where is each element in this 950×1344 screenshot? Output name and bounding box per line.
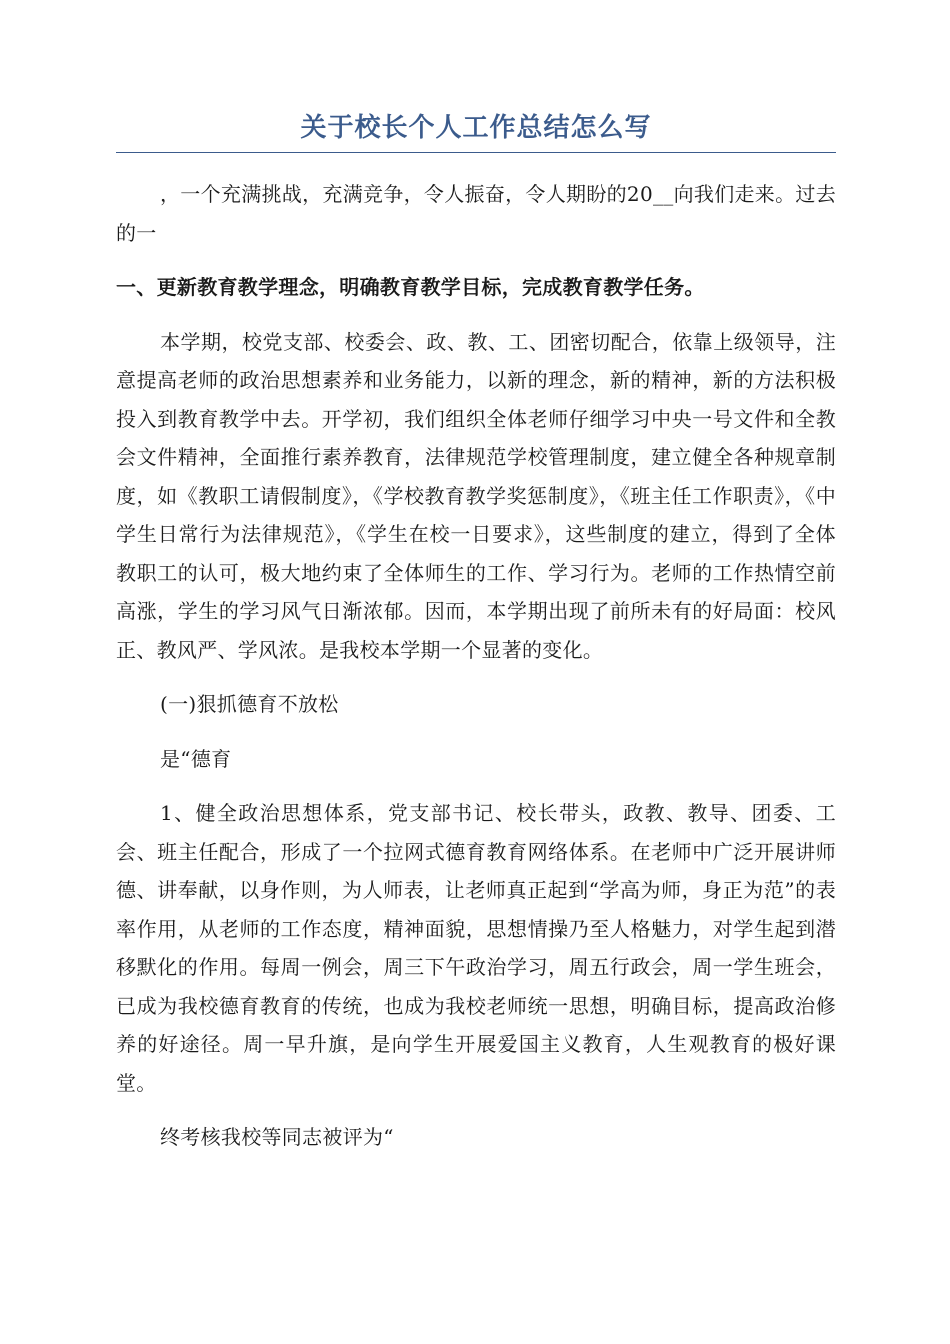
subsection-heading: (一)狠抓德育不放松 — [160, 692, 339, 716]
body-paragraph: 是“德育 — [160, 746, 232, 771]
body-paragraph: 本学期，校党支部、校委会、政、教、工、团密切配合，依靠上级领导，注意提高老师的政治思想素养和业务能力，以新的理念，新的精神，新的方法积极投入到教育教学中去。开学初，我们组织全体老师仔细学习中央一号文件和全教会文件精神，全面推行素养教育，法律规范学校管理制度，建立健全各种规章制度，如《教职工请假制度》，《学校教育教学奖惩制度》，《班主任工作职责》，《中学生日常行为法律规范》，《学生在校一日要求》，这些制度的建立，得到了全体教职工的认可，极大地约束了全体师生的工作、学习行为。老师的工作热情空前高涨，学生的学习风气日渐浓郁。因而，本学期出现了前所未有的好局面：校风正、教风严、学风浓。是我校本学期一个显著的变化。 — [116, 329, 836, 662]
intro-paragraph: ，一个充满挑战，充满竞争，令人振奋，令人期盼的20__向我们走来。过去的一 — [116, 182, 836, 245]
section-heading: 一、更新教育教学理念，明确教育教学目标，完成教育教学任务。 — [116, 275, 705, 299]
body-paragraph: 1、健全政治思想体系，党支部书记、校长带头，政教、教导、团委、工会、班主任配合，形成了一个拉网式德育教育网络体系。在老师中广泛开展讲师德、讲奉献，以身作则，为人师表，让老师真正起到“学高为师，身正为范”的表率作用，从老师的工作态度，精神面貌，思想情操乃至人格魅力，对学生起到潜移默化的作用。每周一例会，周三下午政治学习，周五行政会，周一学生班会，已成为我校德育教育的传统，也成为我校老师统一思想，明确目标，提高政治修养的好途径。周一早升旗，是向学生开展爱国主义教育，人生观教育的极好课堂。 — [116, 801, 836, 1095]
document-title: 关于校长个人工作总结怎么写 — [116, 108, 836, 153]
body-paragraph: 终考核我校等同志被评为“ — [160, 1125, 394, 1149]
document-page — [116, 108, 836, 1157]
